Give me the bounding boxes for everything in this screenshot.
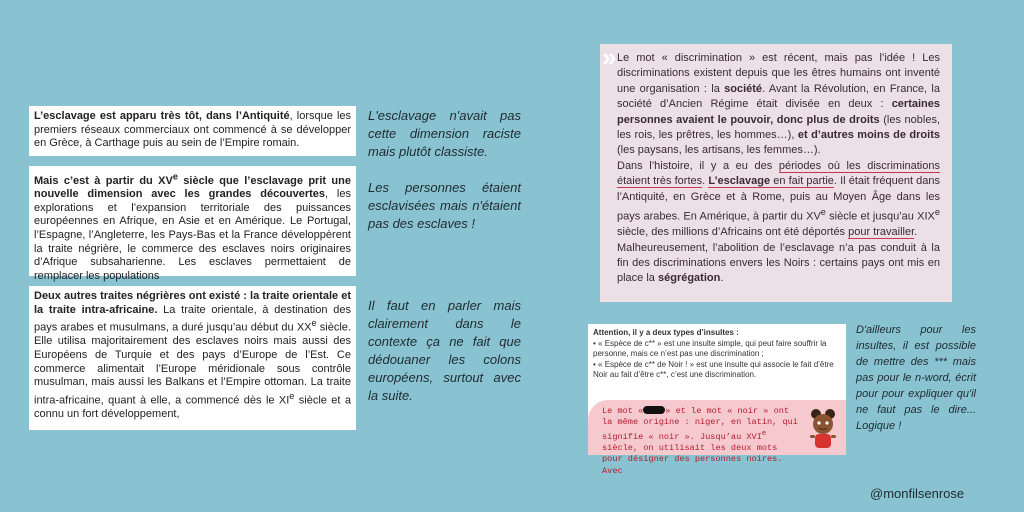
comment-racism [368, 107, 521, 233]
comment-racism-text: L'esclavage n'avait pas cette dimension raciste mais plutôt classiste. [368, 108, 521, 159]
insults-warning: Attention, il y a deux types d’insultes : • « Espèce de c** » est une insulte simple, qui peut faire souffrir la personne, mais ce n’est pas une discrimination ; • « Espèce de c** de Noir ! » est une insulte qui associe le fait d’être Noir au fait d’être c**, c’est une discrimination. [593, 328, 834, 379]
comment-context-text: Il faut en parler mais clairement dans le contexte ça ne fait que dédouaner les colons européens, surtout avec la suite. [368, 298, 521, 403]
excerpt-antiquity [29, 106, 356, 156]
excerpt-fifteenth-century [29, 166, 356, 282]
insults-origin-box: Le mot « » et le mot « noir » ont la même origine : niger, en latin, qui signifie « noir ». Jusqu’au XVIe siècle, on utilisait les deux mots pour désigner des personnes noires. Avec [588, 400, 846, 455]
comment-insults-text: D'ailleurs pour les insultes, il est possible de mettre des *** mais pas pour le n-word, écrit pour pour expliquer qu'il ne faut pas le dire... Logique ! [856, 324, 976, 432]
comment-context [368, 297, 521, 405]
excerpt-insults [588, 324, 846, 476]
excerpt-other-trades [29, 286, 356, 430]
comment-insults [856, 322, 976, 434]
excerpt-discrimination-text: Le mot « discrimination » est récent, mais pas l’idée ! Les discriminations existent depuis que les êtres humains ont inventé une organisation : la société. Avant la Révolution, en France, la société d’Ancien Régime était divisée en deux : certaines personnes avaient le pouvoir, donc plus de droits (les nobles, les rois, les prêtres, les hommes…), et d’autres moins de droits (les paysans, les artisans, les femmes…). Dans l’histoire, il y a eu des périodes où les discriminations étaient très fortes. L’esclavage en fait partie. Il était fréquent dans l’Antiquité, en Grèce et à Rome, puis au Moyen Âge dans les pays arabes. En Amérique, à partir du XVe siècle et jusqu’au XIXe siècle, des millions d’Africains ont été déportés pour travailler. Malheureusement, l’abolition de l’esclavage n’a pas conduit à la fin des discriminations envers les Noirs : certains pays ont mis en place la ségrégation. [617, 52, 940, 285]
excerpt-discrimination [600, 44, 952, 302]
comment-enslaved-text: Les personnes étaient esclavisées mais n'étaient pas des esclaves ! [368, 180, 521, 231]
author-handle: @monfilsenrose [870, 486, 965, 501]
excerpt-other-trades-text: Deux autres traites négrières ont existé : la traite orientale et la traite intra-africaine. La traite orientale, à destination des pays arabes et musulmans, a duré jusqu’au début du XXe siècle. Elle utilisa majoritairement des esclaves noirs mais aussi des Européens de Turquie et des pays d’Europe de l’Est. Ce commerce alimentait l’Europe méridionale sous contrôle musulman, mais aussi les Balkans et l’Empire ottoman. La traite intra-africaine, quant à elle, a commencé dès le XIe siècle et a connu un fort développement, [34, 290, 351, 421]
excerpt-antiquity-text: L’esclavage est apparu très tôt, dans l’Antiquité, lorsque les premiers réseaux commerciaux ont commencé à se développer en Grèce, à Carthage puis au sein de l’Empire romain. [34, 110, 352, 150]
chevron-icon: » [602, 42, 617, 72]
girl-illustration-icon [806, 408, 840, 452]
excerpt-fifteenth-century-text: Mais c’est à partir du XVe siècle que l’esclavage prit une nouvelle dimension avec les grandes découvertes, les explorations et l’expansion territoriale des puissances européennes en Afrique, en Asie et en Amérique. Le Portugal, l’Espagne, l’Angleterre, les Pays-Bas et la France développèrent la traite négrière, le commerce des esclaves noirs originaires d’Afrique subsaharienne. Les esclaves permettaient de remplacer les populations [34, 171, 351, 282]
